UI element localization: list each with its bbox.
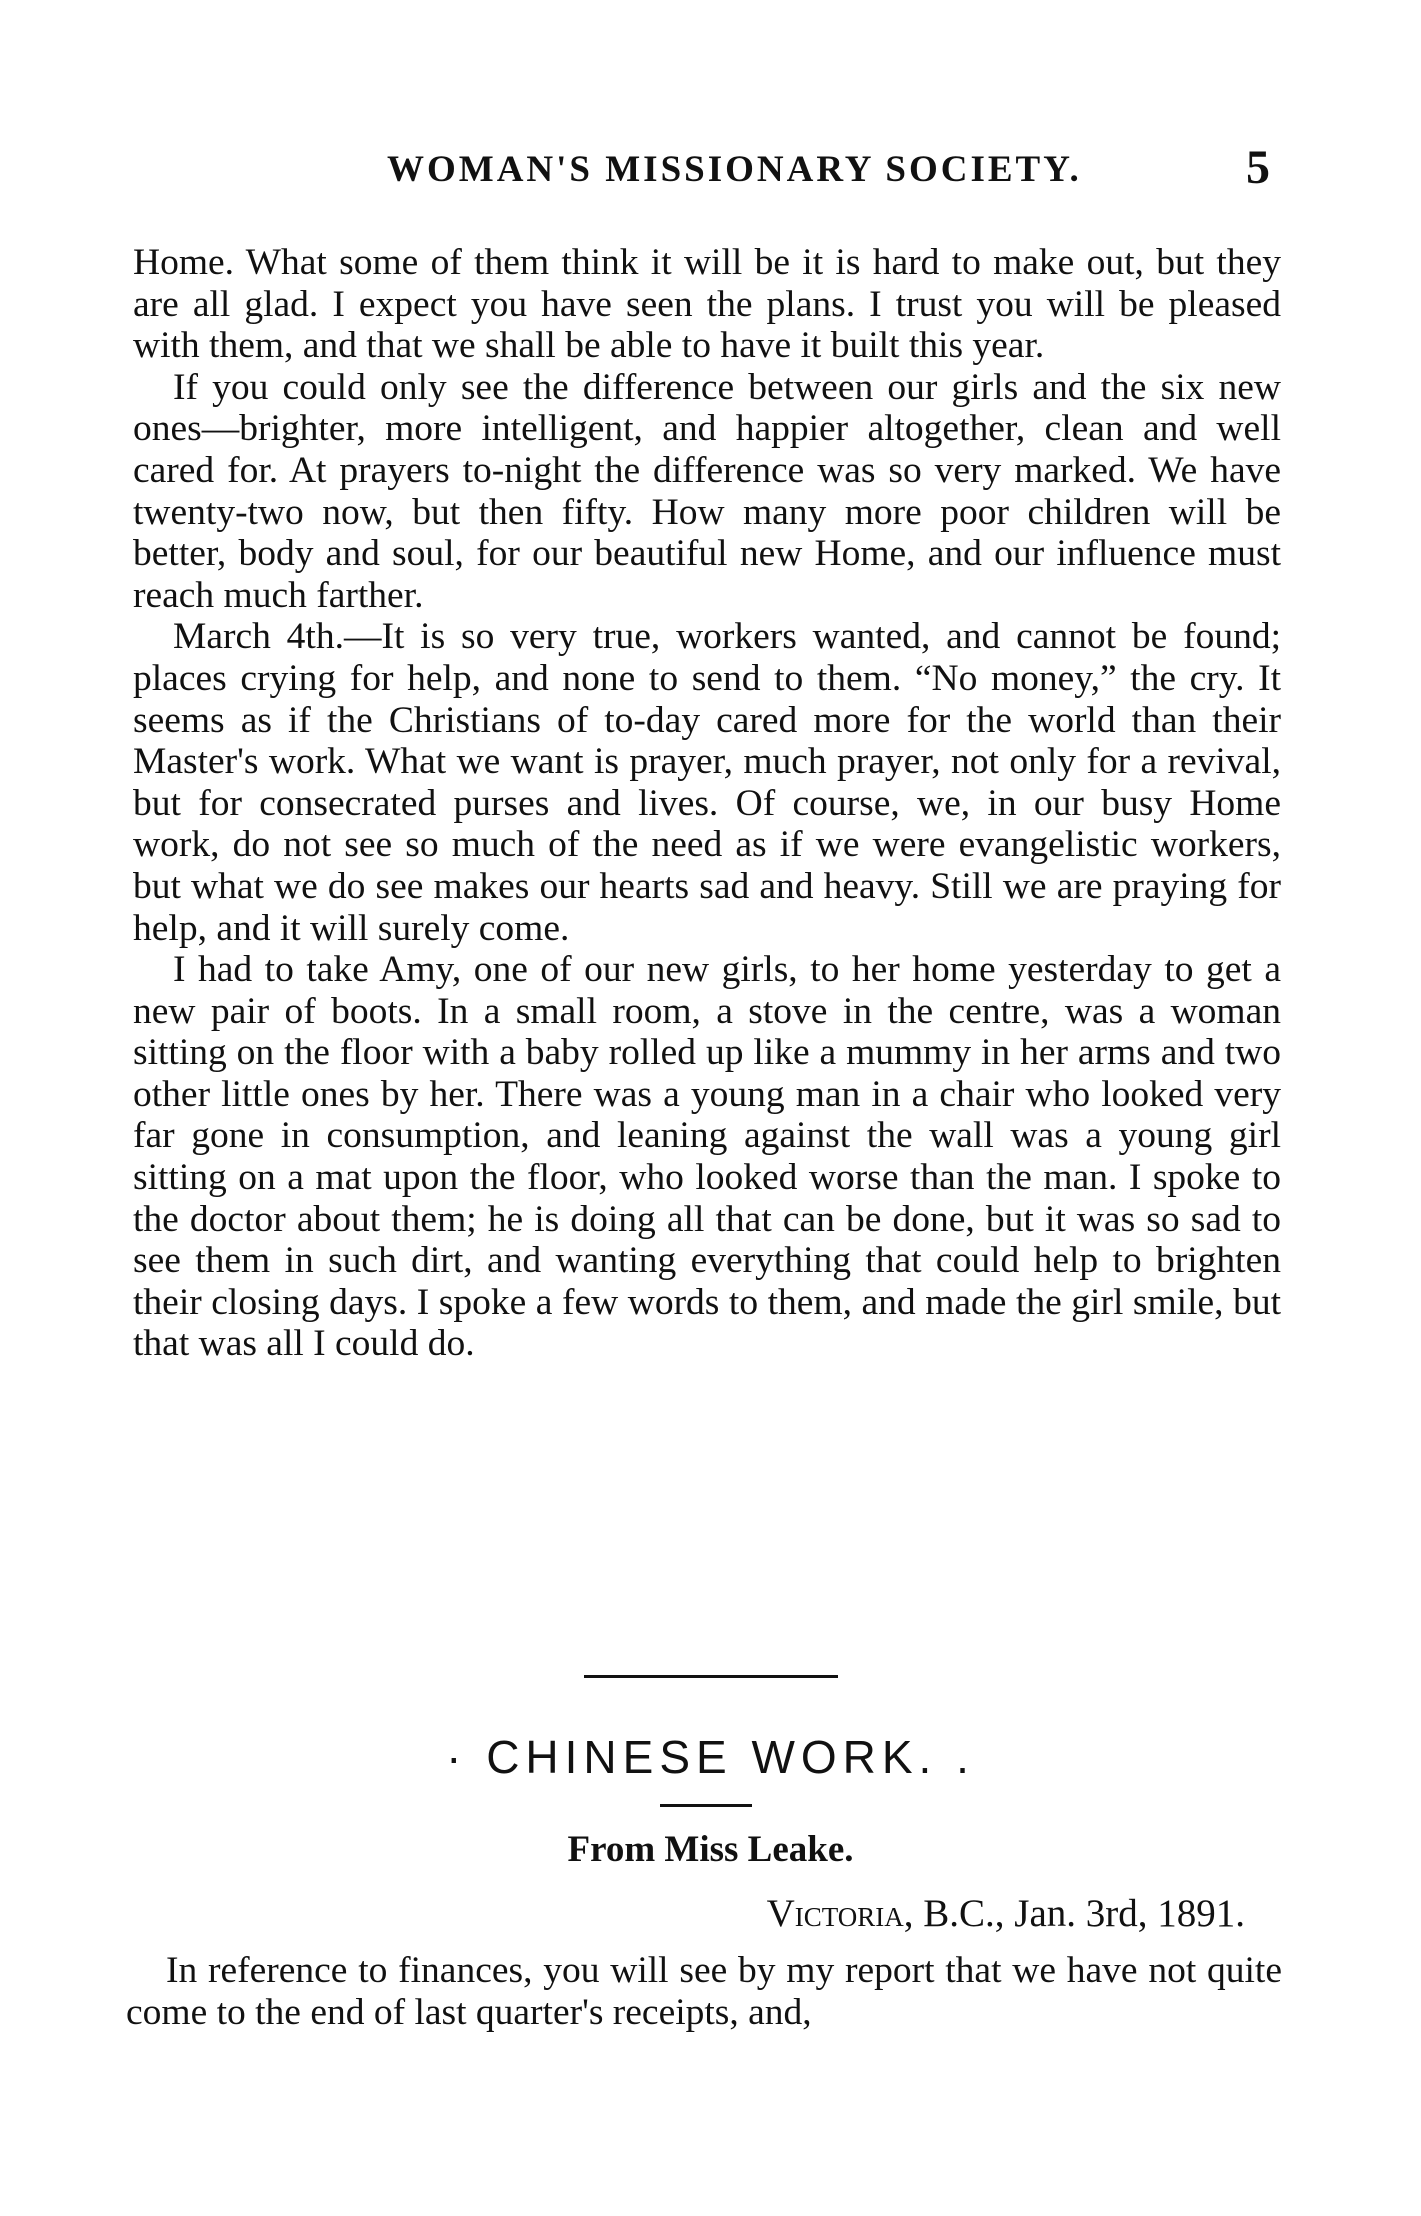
title-underline-rule: [660, 1804, 752, 1807]
page-number: 5: [1246, 141, 1270, 194]
body-text: [133, 242, 1281, 1365]
section-title: · CHINESE WORK. .: [446, 1731, 975, 1783]
running-head: WOMAN'S MISSIONARY SOCIETY.: [387, 149, 1082, 190]
dateline: [0, 1891, 1245, 1936]
page-header: [0, 140, 1421, 200]
paragraph: I had to take Amy, one of our new girls, to her home yesterday to get a new pair of boots. In a small room, a stove in the centre, was a woman sitting on the floor with a baby rolled up like a mummy in her arms and two other little ones by her. There was a young man in a chair who looked very far gone in consumption, and leaning against the wall was a young girl sitting on a mat upon the floor, who looked worse than the man. I spoke to the doctor about them; he is doing all that can be done, but it was so sad to see them in such dirt, and wanting everything that could help to brighten their closing days. I spoke a few words to them, and made the girl smile, but that was all I could do.: [133, 949, 1281, 1365]
letter-text: [126, 1950, 1282, 2033]
dateline-date: , B.C., Jan. 3rd, 1891.: [903, 1892, 1245, 1935]
dateline-place: Victoria: [766, 1892, 904, 1935]
paragraph: March 4th.—It is so very true, workers wanted, and cannot be found; places crying for help, and none to send to them. “No money,” the cry. It seems as if the Christians of to-day cared more for the world than their Master's work. What we want is prayer, much prayer, not only for a revival, but for consecrated purses and lives. Of course, we, in our busy Home work, do not see so much of the need as if we were evangelistic workers, but what we do see makes our hearts sad and heavy. Still we are praying for help, and it will surely come.: [133, 616, 1281, 949]
paragraph: If you could only see the difference between our girls and the six new ones—brighter, more intelligent, and happier altogether, clean and well cared for. At prayers to-night the difference was so very marked. We have twenty-two now, but then fifty. How many more poor children will be better, body and soul, for our beautiful new Home, and our influence must reach much farther.: [133, 366, 1281, 616]
paragraph: Home. What some of them think it will be it is hard to make out, but they are all glad. I expect you have seen the plans. I trust you will be pleased with them, and that we shall be able to have it built this year.: [133, 242, 1281, 367]
section-divider-rule: [584, 1675, 838, 1678]
paragraph: In reference to finances, you will see by my report that we have not quite come to the end of last quarter's receipts, and,: [126, 1950, 1282, 2033]
byline: From Miss Leake.: [567, 1829, 854, 1870]
